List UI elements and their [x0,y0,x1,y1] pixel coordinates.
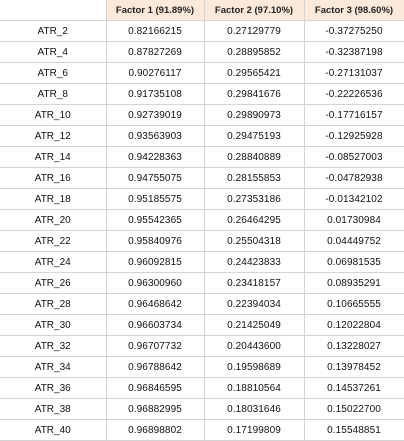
factor-1-cell[interactable]: 0.96603734 [106,315,204,336]
factor-1-cell[interactable]: 0.95185575 [106,189,204,210]
row-label-cell[interactable]: ATR_30 [0,315,106,336]
factor-1-cell[interactable]: 0.96092815 [106,252,204,273]
factor-2-cell[interactable]: 0.29890973 [204,105,304,126]
factor-3-cell[interactable]: -0.32387198 [304,42,404,63]
table-row [0,147,404,168]
table-row [0,315,404,336]
factor-3-header[interactable]: Factor 3 (98.60%) [304,0,404,21]
row-label-cell[interactable]: ATR_34 [0,357,106,378]
factor-3-cell[interactable]: 0.04449752 [304,231,404,252]
table-row [0,21,404,42]
row-label-cell[interactable]: ATR_20 [0,210,106,231]
factor-2-cell[interactable]: 0.18810564 [204,378,304,399]
factor-3-cell[interactable]: -0.17716157 [304,105,404,126]
row-label-cell[interactable]: ATR_8 [0,84,106,105]
row-label-cell[interactable]: ATR_38 [0,399,106,420]
factor-2-cell[interactable]: 0.18031646 [204,399,304,420]
factor-2-cell[interactable]: 0.29841676 [204,84,304,105]
factor-1-cell[interactable]: 0.82166215 [106,21,204,42]
factor-3-cell[interactable]: 0.13978452 [304,357,404,378]
factor-1-cell[interactable]: 0.94228363 [106,147,204,168]
factor-2-cell[interactable]: 0.17199809 [204,420,304,441]
table-row [0,273,404,294]
factor-1-cell[interactable]: 0.87827269 [106,42,204,63]
row-label-cell[interactable]: ATR_14 [0,147,106,168]
factor-2-cell[interactable]: 0.26464295 [204,210,304,231]
factor-2-cell[interactable]: 0.24423833 [204,252,304,273]
table-row [0,231,404,252]
table-header [0,0,404,21]
row-label-cell[interactable]: ATR_4 [0,42,106,63]
row-label-cell[interactable]: ATR_36 [0,378,106,399]
factor-3-cell[interactable]: 0.12022804 [304,315,404,336]
row-label-cell[interactable]: ATR_26 [0,273,106,294]
factor-1-cell[interactable]: 0.96882995 [106,399,204,420]
factor-2-cell[interactable]: 0.21425049 [204,315,304,336]
row-label-cell[interactable]: ATR_28 [0,294,106,315]
table-row [0,399,404,420]
factor-3-cell[interactable]: -0.22226536 [304,84,404,105]
factor-1-cell[interactable]: 0.96846595 [106,378,204,399]
factor-2-cell[interactable]: 0.19598689 [204,357,304,378]
row-label-cell[interactable]: ATR_18 [0,189,106,210]
factor-3-cell[interactable]: -0.01342102 [304,189,404,210]
table-body [0,21,404,441]
row-label-cell[interactable]: ATR_2 [0,21,106,42]
factor-1-cell[interactable]: 0.96300960 [106,273,204,294]
row-label-cell[interactable]: ATR_32 [0,336,106,357]
row-label-cell[interactable]: ATR_24 [0,252,106,273]
row-label-cell[interactable]: ATR_22 [0,231,106,252]
factor-3-cell[interactable]: 0.01730984 [304,210,404,231]
factor-2-cell[interactable]: 0.28895852 [204,42,304,63]
factor-3-cell[interactable]: -0.37275250 [304,21,404,42]
table-row [0,105,404,126]
factor-1-header[interactable]: Factor 1 (91.89%) [106,0,204,21]
factor-3-cell[interactable]: 0.06981535 [304,252,404,273]
factor-2-cell[interactable]: 0.20443600 [204,336,304,357]
factor-2-cell[interactable]: 0.25504318 [204,231,304,252]
factor-2-cell[interactable]: 0.28840889 [204,147,304,168]
factor-2-cell[interactable]: 0.27129779 [204,21,304,42]
header-row [0,0,404,21]
table-row [0,378,404,399]
table-row [0,63,404,84]
table-row [0,168,404,189]
factor-2-cell[interactable]: 0.22394034 [204,294,304,315]
factor-3-cell[interactable]: -0.04782938 [304,168,404,189]
factor-3-cell[interactable]: 0.10665555 [304,294,404,315]
row-label-cell[interactable]: ATR_40 [0,420,106,441]
factor-2-cell[interactable]: 0.29565421 [204,63,304,84]
factor-1-cell[interactable]: 0.95542365 [106,210,204,231]
factor-2-cell[interactable]: 0.29475193 [204,126,304,147]
factor-3-cell[interactable]: 0.15022700 [304,399,404,420]
factor-3-cell[interactable]: 0.08935291 [304,273,404,294]
row-label-cell[interactable]: ATR_16 [0,168,106,189]
factor-3-cell[interactable]: 0.15548851 [304,420,404,441]
corner-header-cell[interactable] [0,0,106,21]
table-row [0,42,404,63]
factor-1-cell[interactable]: 0.96707732 [106,336,204,357]
table-row [0,210,404,231]
table-row [0,189,404,210]
row-label-cell[interactable]: ATR_6 [0,63,106,84]
row-label-cell[interactable]: ATR_12 [0,126,106,147]
factor-1-cell[interactable]: 0.90276117 [106,63,204,84]
factor-1-cell[interactable]: 0.96898802 [106,420,204,441]
table-row [0,126,404,147]
table-row [0,357,404,378]
factor-1-cell[interactable]: 0.95840976 [106,231,204,252]
table-row [0,252,404,273]
factor-3-cell[interactable]: 0.13228027 [304,336,404,357]
factor-3-cell[interactable]: 0.14537261 [304,378,404,399]
factor-2-header[interactable]: Factor 2 (97.10%) [204,0,304,21]
factor-1-cell[interactable]: 0.96468642 [106,294,204,315]
factor-1-cell[interactable]: 0.92739019 [106,105,204,126]
table-row [0,294,404,315]
factor-1-cell[interactable]: 0.91735108 [106,84,204,105]
table-row [0,84,404,105]
factor-2-cell[interactable]: 0.23418157 [204,273,304,294]
table-row [0,336,404,357]
factor-3-cell[interactable]: -0.08527003 [304,147,404,168]
factor-1-cell[interactable]: 0.93563903 [106,126,204,147]
factor-3-cell[interactable]: -0.27131037 [304,63,404,84]
factor-2-cell[interactable]: 0.27353186 [204,189,304,210]
factor-1-cell[interactable]: 0.94755075 [106,168,204,189]
factor-3-cell[interactable]: -0.12925928 [304,126,404,147]
factor-2-cell[interactable]: 0.28155853 [204,168,304,189]
factor-1-cell[interactable]: 0.96788642 [106,357,204,378]
row-label-cell[interactable]: ATR_10 [0,105,106,126]
table-row [0,420,404,441]
